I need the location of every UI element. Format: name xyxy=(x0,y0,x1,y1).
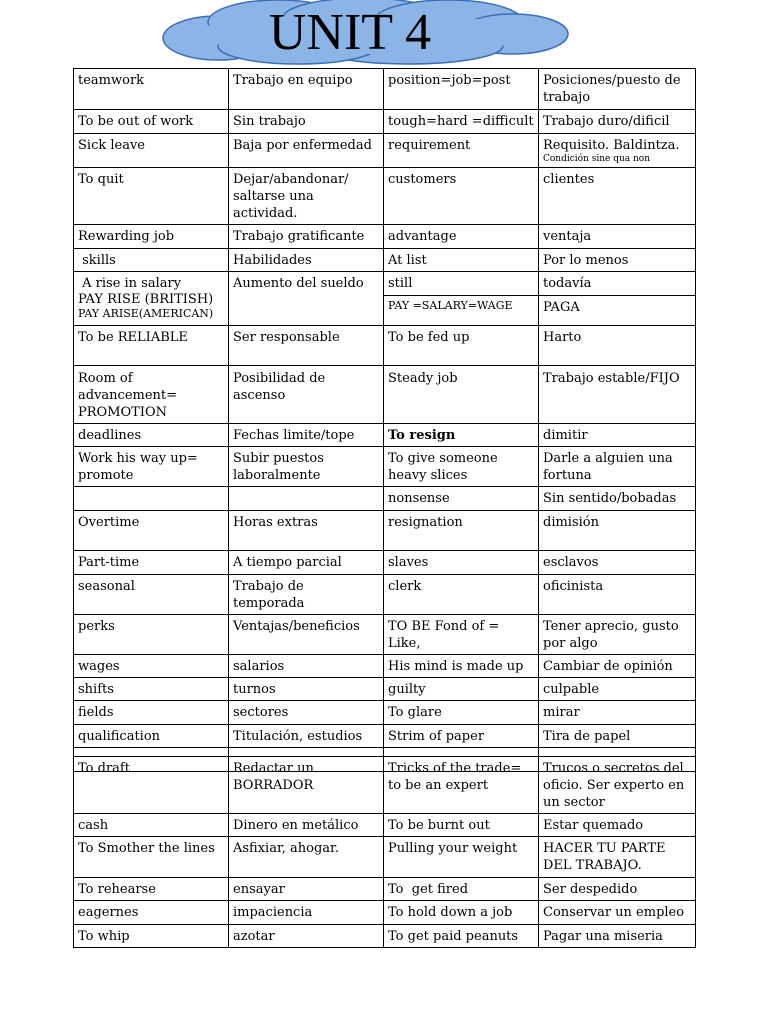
table-row xyxy=(74,814,696,837)
table-cell: eagernes xyxy=(74,901,229,925)
table-cell: TO BE Fond of = Like, xyxy=(384,615,539,655)
table-cell: dimisión xyxy=(539,511,696,551)
table-cell: Pagar una miseria xyxy=(539,925,696,948)
table-cell: ventaja xyxy=(539,225,696,249)
table-cell: impaciencia xyxy=(229,901,384,925)
table-row xyxy=(74,615,696,655)
table-cell: Sin trabajo xyxy=(229,110,384,134)
table-cell: ensayar xyxy=(229,878,384,901)
table-cell: turnos xyxy=(229,678,384,701)
table-row xyxy=(74,551,696,575)
table-cell: Overtime xyxy=(74,511,229,551)
table-cell: slaves xyxy=(384,551,539,575)
cell-text: A rise in salary xyxy=(78,276,182,291)
table-cell: Fechas limite/tope xyxy=(229,424,384,447)
table-cell: To be fed up xyxy=(384,326,539,366)
cell-text: Requisito. Baldintza. xyxy=(543,138,680,153)
table-cell: Tricks of the trade= to be an expert xyxy=(384,757,539,814)
table-row xyxy=(74,447,696,487)
table-row xyxy=(74,272,696,296)
cell-text: PAY RISE (BRITISH) xyxy=(78,292,214,307)
table-cell: Ser despedido xyxy=(539,878,696,901)
table-cell: skills xyxy=(74,249,229,272)
table-row xyxy=(74,69,696,110)
table-cell: position=job=post xyxy=(384,69,539,110)
table-cell: advantage xyxy=(384,225,539,249)
table-row xyxy=(74,168,696,225)
table-cell: teamwork xyxy=(74,69,229,110)
table-row xyxy=(74,901,696,925)
table-cell: still xyxy=(384,272,539,296)
table-cell: Posibilidad de ascenso xyxy=(229,366,384,424)
table-cell: Trabajo estable/FIJO xyxy=(539,366,696,424)
table-cell: His mind is made up xyxy=(384,655,539,678)
table-row xyxy=(74,110,696,134)
table-cell: Sick leave xyxy=(74,134,229,168)
table-cell: To give someone heavy slices xyxy=(384,447,539,487)
table-cell: Tener aprecio, gusto por algo xyxy=(539,615,696,655)
table-cell: shifts xyxy=(74,678,229,701)
table-row xyxy=(74,878,696,901)
table-row xyxy=(74,225,696,249)
table-cell: tough=hard =difficult xyxy=(384,110,539,134)
table-cell: Work his way up= promote xyxy=(74,447,229,487)
table-cell: To rehearse xyxy=(74,878,229,901)
table-row xyxy=(74,326,696,366)
table-cell: Room of advancement= PROMOTION xyxy=(74,366,229,424)
table-cell: Darle a alguien una fortuna xyxy=(539,447,696,487)
table-cell: salarios xyxy=(229,655,384,678)
table-cell: nonsense xyxy=(384,487,539,511)
table-cell: Subir puestos laboralmente xyxy=(229,447,384,487)
table-cell: perks xyxy=(74,615,229,655)
table-row xyxy=(74,701,696,725)
table-cell: To glare xyxy=(384,701,539,725)
table-cell: seasonal xyxy=(74,575,229,615)
table-row xyxy=(74,757,696,814)
table-row xyxy=(74,366,696,424)
table-cell xyxy=(74,487,229,511)
table-cell: Trucos o secretos del oficio. Ser experto en un sector xyxy=(539,757,696,814)
table-row xyxy=(74,249,696,272)
table-cell: Asfixiar, ahogar. xyxy=(229,837,384,878)
table-cell: PAGA xyxy=(539,296,696,326)
table-row xyxy=(74,678,696,701)
table-cell: Sin sentido/bobadas xyxy=(539,487,696,511)
table-cell: Trabajo de temporada xyxy=(229,575,384,615)
table-cell: To get fired xyxy=(384,878,539,901)
table-cell: Pulling your weight xyxy=(384,837,539,878)
table-cell: sectores xyxy=(229,701,384,725)
table-cell: Por lo menos xyxy=(539,249,696,272)
table-cell: todavía xyxy=(539,272,696,296)
table-cell: clerk xyxy=(384,575,539,615)
table-cell: Estar quemado xyxy=(539,814,696,837)
table-cell: To whip xyxy=(74,925,229,948)
table-cell: To hold down a job xyxy=(384,901,539,925)
table-cell: Conservar un empleo xyxy=(539,901,696,925)
table-row xyxy=(74,575,696,615)
table-cell xyxy=(74,272,229,326)
table-row xyxy=(74,725,696,748)
table-cell: oficinista xyxy=(539,575,696,615)
cell-text: PAY =SALARY=WAGE xyxy=(388,299,513,312)
table-cell: Trabajo en equipo xyxy=(229,69,384,110)
table-cell xyxy=(384,296,539,326)
table-cell: To draft xyxy=(74,757,229,814)
table-cell: Posiciones/puesto de trabajo xyxy=(539,69,696,110)
table-cell: To be RELIABLE xyxy=(74,326,229,366)
table-cell: fields xyxy=(74,701,229,725)
table-cell: Baja por enfermedad xyxy=(229,134,384,168)
table-cell: Trabajo duro/dificil xyxy=(539,110,696,134)
table-cell: Harto xyxy=(539,326,696,366)
table-cell: A tiempo parcial xyxy=(229,551,384,575)
table-cell: Steady job xyxy=(384,366,539,424)
table-cell xyxy=(539,134,696,168)
table-cell: Part-time xyxy=(74,551,229,575)
table-cell: To Smother the lines xyxy=(74,837,229,878)
table-cell xyxy=(229,487,384,511)
table-cell: wages xyxy=(74,655,229,678)
table-cell: Tira de papel xyxy=(539,725,696,748)
table-cell: Titulación, estudios xyxy=(229,725,384,748)
table-cell: Dejar/abandonar/ saltarse una actividad. xyxy=(229,168,384,225)
table-cell: Ventajas/beneficios xyxy=(229,615,384,655)
table-row xyxy=(74,134,696,168)
table-cell: requirement xyxy=(384,134,539,168)
table-cell: esclavos xyxy=(539,551,696,575)
table-row xyxy=(74,487,696,511)
table-cell: mirar xyxy=(539,701,696,725)
table-cell: qualification xyxy=(74,725,229,748)
table-cell: guilty xyxy=(384,678,539,701)
table-cell: HACER TU PARTE DEL TRABAJO. xyxy=(539,837,696,878)
vocabulary-table-extra xyxy=(73,756,696,948)
table-cell: To quit xyxy=(74,168,229,225)
table-cell: Habilidades xyxy=(229,249,384,272)
table-cell: At list xyxy=(384,249,539,272)
table-cell: Strim of paper xyxy=(384,725,539,748)
table-cell: azotar xyxy=(229,925,384,948)
table-cell: Ser responsable xyxy=(229,326,384,366)
table-cell: To be burnt out xyxy=(384,814,539,837)
table-row xyxy=(74,837,696,878)
table-cell: cash xyxy=(74,814,229,837)
table-cell: Redactar un BORRADOR xyxy=(229,757,384,814)
table-cell: Trabajo gratificante xyxy=(229,225,384,249)
table-row xyxy=(74,424,696,447)
table-cell: Cambiar de opinión xyxy=(539,655,696,678)
cell-note: Condición sine qua non xyxy=(543,154,651,164)
table-cell: To get paid peanuts xyxy=(384,925,539,948)
table-row xyxy=(74,511,696,551)
table-cell: Aumento del sueldo xyxy=(229,272,384,326)
table-cell: deadlines xyxy=(74,424,229,447)
table-cell: Rewarding job xyxy=(74,225,229,249)
table-cell: To be out of work xyxy=(74,110,229,134)
table-cell: customers xyxy=(384,168,539,225)
page-title: UNIT 4 xyxy=(268,4,432,61)
table-row xyxy=(74,655,696,678)
table-cell: Dinero en metálico xyxy=(229,814,384,837)
table-row xyxy=(74,925,696,948)
table-cell: Horas extras xyxy=(229,511,384,551)
table-cell: culpable xyxy=(539,678,696,701)
cell-note: PAY ARISE(AMERICAN) xyxy=(78,307,214,320)
table-cell: clientes xyxy=(539,168,696,225)
table-cell: dimitir xyxy=(539,424,696,447)
vocabulary-table-main xyxy=(73,68,696,772)
table-cell: resignation xyxy=(384,511,539,551)
table-cell: To resign xyxy=(384,424,539,447)
